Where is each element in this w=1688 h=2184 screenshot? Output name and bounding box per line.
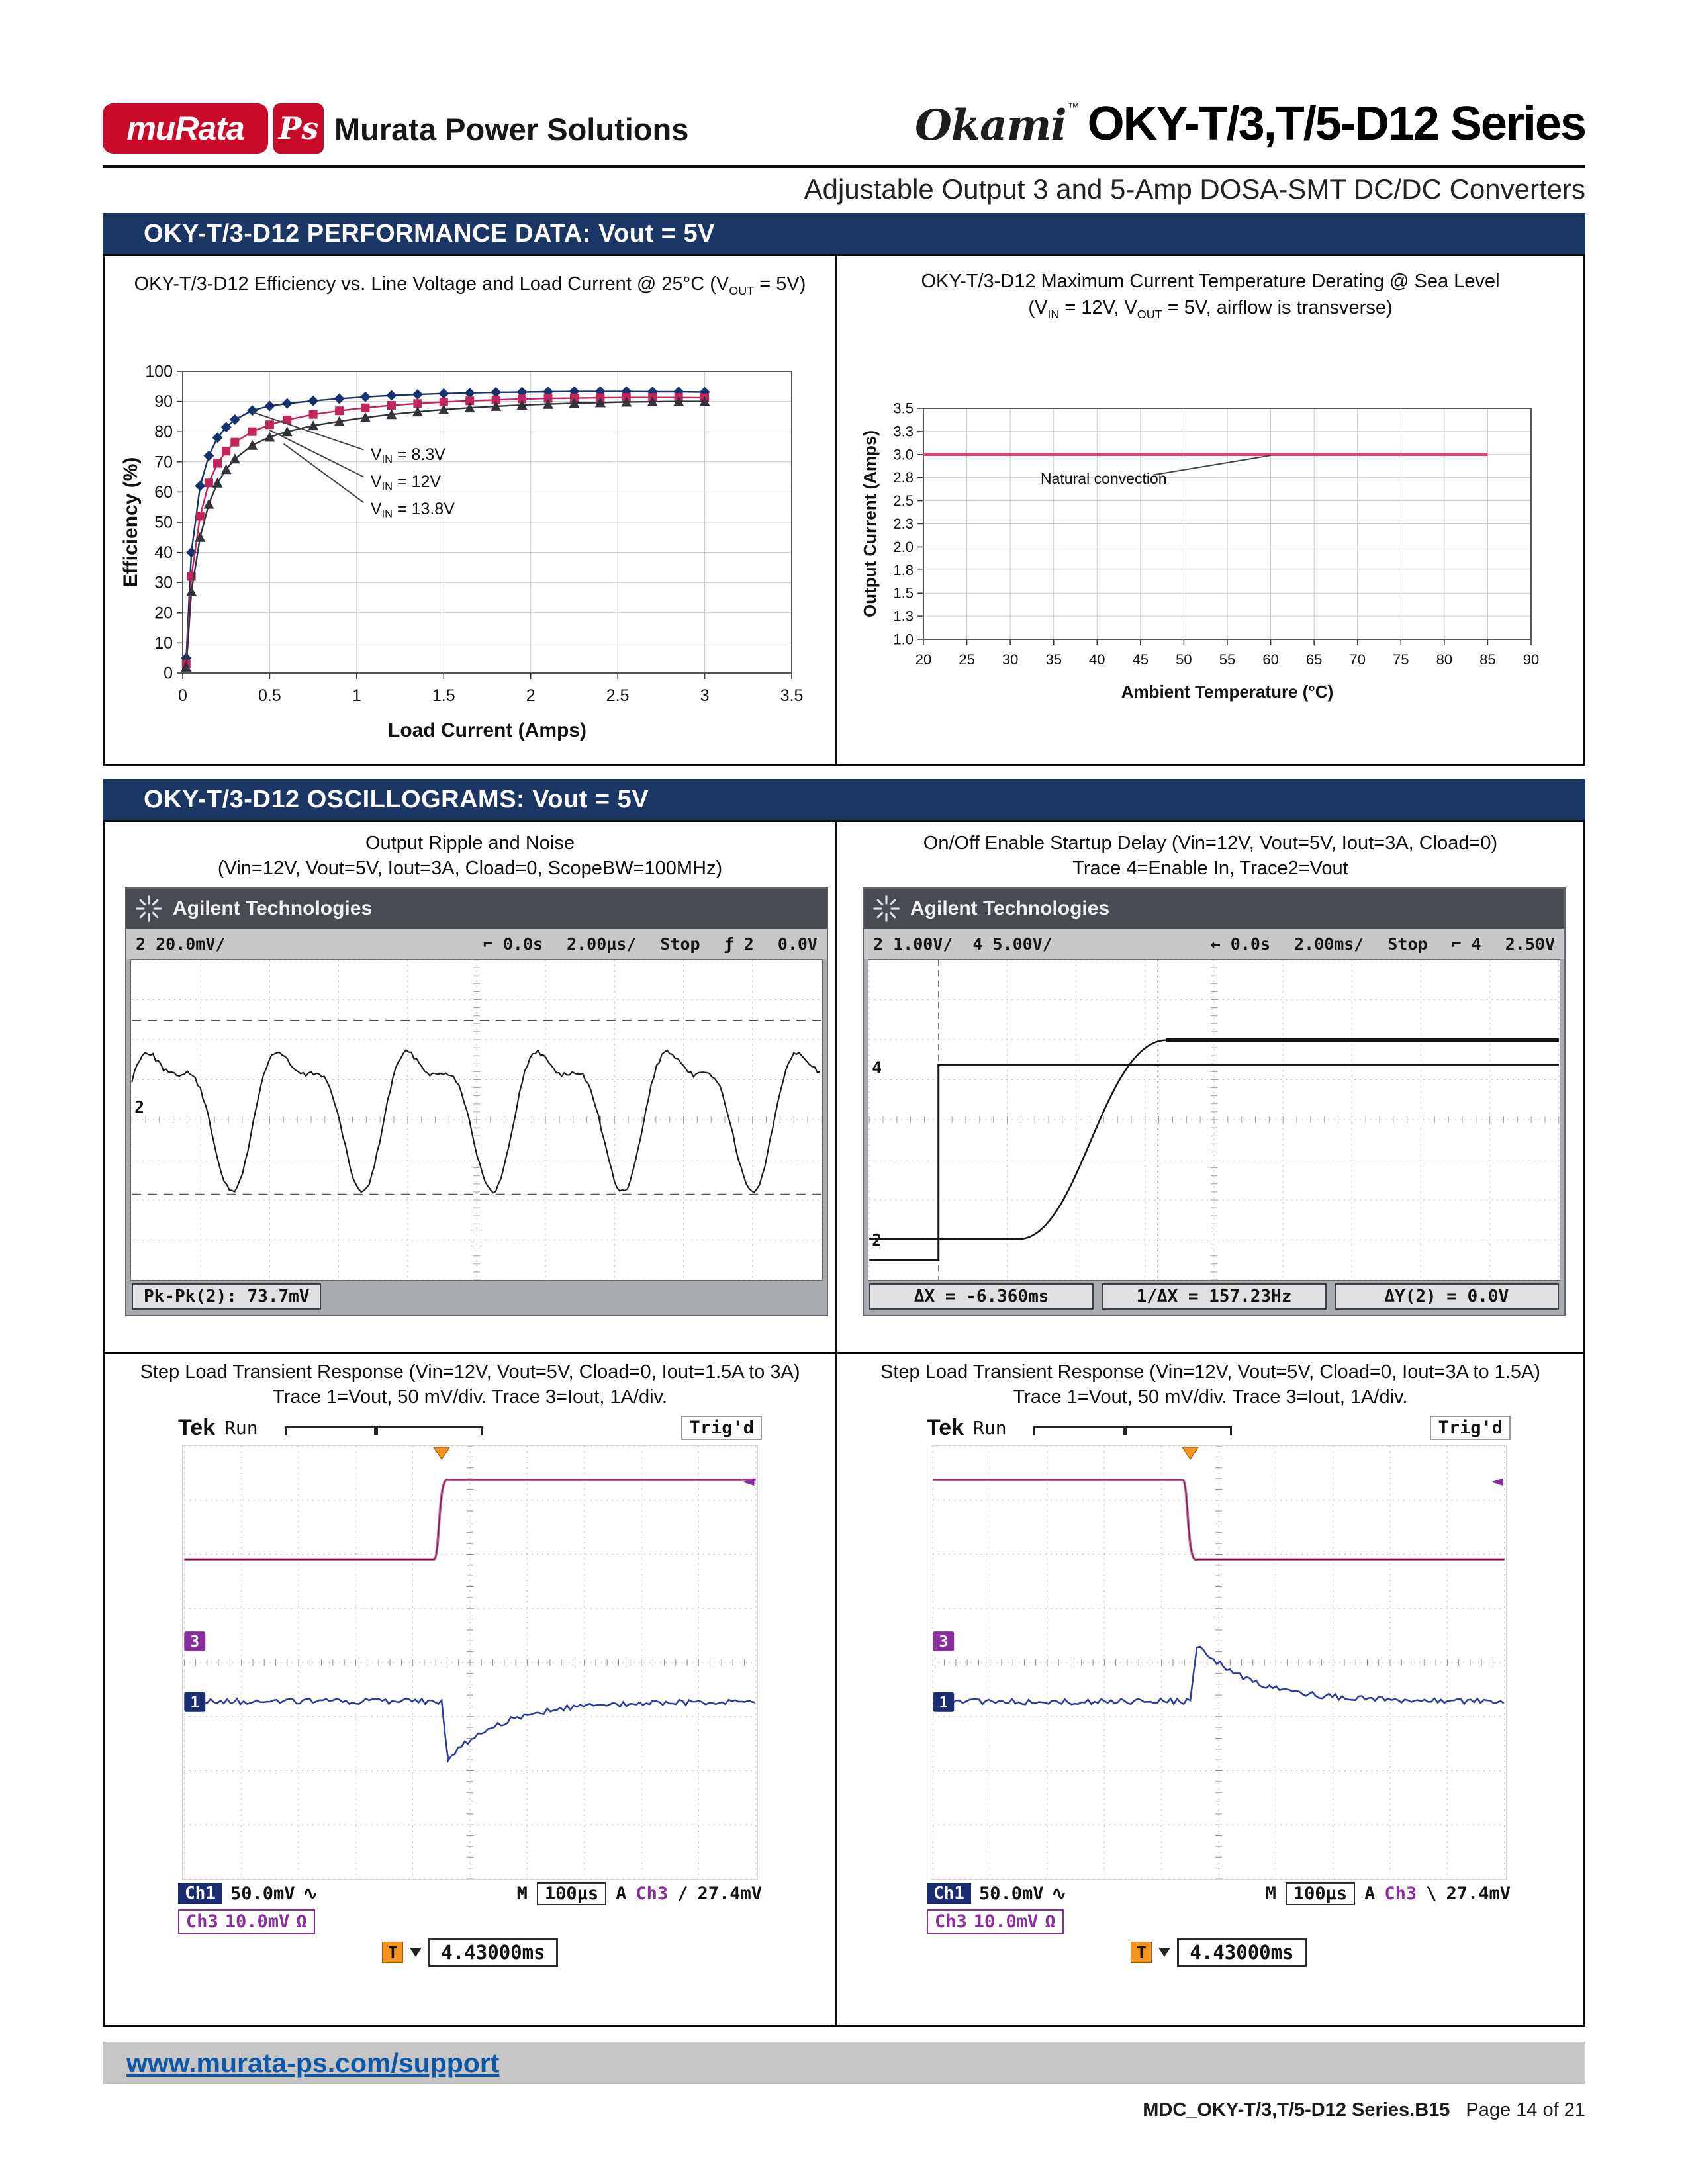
trigger-source: ƒ 2 [724,934,754,954]
svg-text:VIN = 8.3V: VIN = 8.3V [370,445,445,466]
svg-text:50: 50 [1176,651,1192,668]
svg-text:40: 40 [1089,651,1105,668]
svg-text:2.0: 2.0 [893,538,914,555]
footer-bar [103,2042,1585,2084]
svg-text:1.5: 1.5 [893,584,914,602]
okami-brand: Okami [915,101,1066,150]
efficiency-chart [115,313,823,750]
agilent-brand-text: Agilent Technologies [173,897,373,919]
tek-graticule [931,1445,1507,1880]
tek-graticule [182,1445,758,1880]
svg-text:10: 10 [154,633,173,653]
agilent-logo-icon [136,895,162,922]
scope-cursor-bar [864,1281,1564,1312]
tek-scope-step-down [919,1412,1519,1972]
ripple-caption-line2: (Vin=12V, Vout=5V, Iout=3A, Cload=0, ScopeBW=100MHz) [217,858,723,879]
trigger-icon: T [382,1942,403,1963]
timebase-label: M [1265,1883,1276,1904]
startup-caption-line2: Trace 4=Enable In, Trace2=Vout [1072,858,1348,879]
svg-text:65: 65 [1305,651,1323,668]
ch1-chip: Ch1 [178,1883,222,1904]
svg-text:1: 1 [190,1694,200,1711]
tek-brand: Tek [178,1414,216,1440]
channel4-scale: 4 5.00V/ [972,934,1053,954]
svg-text:3: 3 [190,1633,200,1651]
svg-text:2.3: 2.3 [893,515,914,532]
murata-ps-icon [273,103,324,154]
svg-text:85: 85 [1479,651,1496,668]
startup-caption-line1: On/Off Enable Startup Delay (Vin=12V, Vout=5V, Iout=3A, Cload=0) [923,833,1498,854]
startup-scope [863,887,1566,1316]
support-link[interactable]: www.murata-ps.com/support [126,2047,500,2078]
freq-readout: 1/ΔX = 157.23Hz [1102,1283,1326,1310]
channel2-scale: 2 1.00V/ [873,934,953,954]
svg-text:1.5: 1.5 [432,686,455,705]
svg-text:1: 1 [939,1694,949,1711]
channel-scale: 2 20.0mV/ [136,934,226,954]
svg-text:30: 30 [1002,651,1019,668]
svg-text:1.8: 1.8 [893,561,914,578]
trigger-level: 2.50V [1505,934,1555,954]
trigger-arrow-icon [1158,1948,1170,1957]
svg-text:2.5: 2.5 [893,492,914,510]
svg-text:2.5: 2.5 [606,686,630,705]
ch3-readout [927,1909,1064,1934]
derating-chart-subtitle: ($V_{IN} = 12V$, $V_{OUT} = 5V$, airflow is transverse) [1028,297,1393,321]
svg-text:3.5: 3.5 [780,686,804,705]
trigger-slope-icon: \ [1426,1883,1437,1904]
row-divider [105,1352,1583,1354]
page-subtitle: Adjustable Output 3 and 5-Amp DOSA-SMT DC/DC Converters [804,173,1585,205]
performance-section-header [103,213,1585,254]
svg-text:20: 20 [915,651,932,668]
agilent-brand-text: Agilent Technologies [910,897,1110,919]
svg-text:75: 75 [1393,651,1409,668]
scope-measurement-bar [126,1281,827,1312]
svg-text:2.8: 2.8 [893,469,914,486]
company-name: Murata Power Solutions [334,112,689,147]
bandwidth-icon: ∿ [303,1883,318,1904]
tek-waveform-step-down [931,1446,1506,1879]
svg-text:1.0: 1.0 [893,631,914,648]
svg-text:VIN = 12V: VIN = 12V [370,473,442,493]
svg-text:3.0: 3.0 [893,446,914,463]
timebase-value: 100µs [537,1882,606,1905]
tek-time-row [919,1935,1519,1970]
tek-time-row [170,1935,770,1970]
svg-text:3: 3 [939,1633,949,1651]
svg-text:20: 20 [154,604,173,623]
ch1-scale: 50.0mV [978,1883,1044,1904]
trigger-time: 4.43000ms [428,1938,557,1967]
ch3-readout [178,1909,315,1934]
murata-logo [103,103,268,154]
svg-text:Output Current (Amps): Output Current (Amps) [860,430,880,618]
run-status: Run [973,1416,1007,1439]
page-number: Page 14 of 21 [1466,2099,1585,2120]
bandwidth-icon: ∿ [1051,1883,1067,1904]
scope-status-bar [864,929,1564,959]
oscillograms-section-header [103,779,1585,820]
svg-text:3.3: 3.3 [893,423,914,440]
svg-text:2: 2 [526,686,536,705]
acquisition-bar [285,1426,483,1435]
svg-text:55: 55 [1219,651,1236,668]
trigger-source: Ch3 [635,1883,669,1904]
scope-status-bar [126,929,827,959]
svg-text:40: 40 [154,543,173,563]
ch3-scale: 10.0mV [973,1911,1039,1932]
svg-text:0.5: 0.5 [258,686,281,705]
svg-text:60: 60 [154,482,173,502]
svg-text:50: 50 [154,513,173,532]
svg-text:◄: ◄ [742,1469,755,1492]
trigger-position-tick [1123,1426,1127,1435]
acq-status: Stop [1387,934,1428,954]
document-footer [1143,2099,1585,2121]
ch1-chip: Ch1 [927,1883,971,1904]
tek-top-bar [919,1412,1519,1443]
performance-section-body [103,254,1585,766]
svg-text:3: 3 [700,686,710,705]
efficiency-chart-title: OKY-T/3-D12 Efficiency vs. Line Voltage and Load Current @ 25°C $(V_{OUT} = 5V)$ [134,273,806,297]
ripple-caption-line1: Output Ripple and Noise [365,833,575,854]
svg-text:0: 0 [178,686,187,705]
svg-text:4: 4 [872,1058,882,1077]
trigd-badge: Trig'd [681,1416,762,1440]
header-rule [103,165,1585,168]
series-title: OKY-T/3,T/5-D12 Series [1087,97,1585,150]
timebase: 2.00µs/ [567,934,637,954]
timebase: 2.00ms/ [1294,934,1364,954]
ripple-waveform [131,960,822,1280]
trigger-position-tick [374,1426,378,1435]
scope-screen [130,959,823,1281]
ch1-scale: 50.0mV [230,1883,295,1904]
deltay-readout: ΔY(2) = 0.0V [1335,1283,1559,1310]
scope-screen [868,959,1560,1281]
trigger-source: ⌐ 4 [1451,934,1481,954]
timebase-label: M [516,1883,528,1904]
trademark-symbol: ™ [1067,101,1080,114]
scope-header [126,889,827,929]
trigger-arrow-icon [410,1948,422,1957]
oscillograms-section-title: OKY-T/3-D12 OSCILLOGRAMS: Vout = 5V [144,785,649,813]
svg-text:1: 1 [352,686,361,705]
svg-text:Natural convection: Natural convection [1041,470,1167,488]
trigger-time: 4.43000ms [1177,1938,1306,1967]
svg-text:0: 0 [164,664,173,683]
doc-id: MDC_OKY-T/3,T/5-D12 Series.B15 [1143,2099,1450,2120]
ch3-scale: 10.0mV [224,1911,290,1932]
svg-text:VIN = 13.8V: VIN = 13.8V [370,500,455,520]
aux-label: A [616,1883,627,1904]
ch3-label: Ch3 [186,1911,218,1932]
stepup-caption-line2: Trace 1=Vout, 50 mV/div. Trace 3=Iout, 1A/div. [273,1387,667,1408]
svg-text:70: 70 [154,453,173,472]
trigger-source: Ch3 [1384,1883,1417,1904]
ripple-scope [125,887,828,1316]
trigger-level: 27.4mV [1446,1883,1511,1904]
ch3-label: Ch3 [935,1911,967,1932]
stepdown-caption-line2: Trace 1=Vout, 50 mV/div. Trace 3=Iout, 1A/div. [1013,1387,1408,1408]
stepup-caption-line1: Step Load Transient Response (Vin=12V, Vout=5V, Cload=0, Iout=1.5A to 3A) [140,1361,800,1383]
pkpk-readout: Pk-Pk(2): 73.7mV [132,1283,321,1310]
scope-header [864,889,1564,929]
tek-readout-row1 [170,1880,770,1907]
trigd-badge: Trig'd [1430,1416,1511,1440]
svg-text:◄: ◄ [1491,1469,1503,1492]
svg-text:2: 2 [134,1097,145,1117]
trigger-slope-icon: / [677,1883,688,1904]
svg-text:70: 70 [1349,651,1366,668]
trigger-level: 27.4mV [697,1883,762,1904]
svg-text:100: 100 [145,362,173,381]
time-ref: ← 0.0s [1210,934,1270,954]
derating-chart-title: OKY-T/3-D12 Maximum Current Temperature Derating @ Sea Level [921,271,1500,292]
derating-chart [856,345,1558,715]
svg-text:90: 90 [1523,651,1540,668]
startup-waveform [868,960,1560,1280]
svg-text:25: 25 [959,651,975,668]
time-ref: ⌐ 0.0s [483,934,543,954]
tek-top-bar [170,1412,770,1443]
svg-text:30: 30 [154,573,173,592]
ps-logo-text: Ps [278,111,319,146]
acquisition-bar [1033,1426,1232,1435]
stepdown-caption-line1: Step Load Transient Response (Vin=12V, Vout=5V, Cload=0, Iout=3A to 1.5A) [880,1361,1540,1383]
aux-label: A [1364,1883,1376,1904]
performance-section-title: OKY-T/3-D12 PERFORMANCE DATA: Vout = 5V [144,219,715,248]
ohm-icon: Ω [296,1911,307,1932]
svg-text:Efficiency (%): Efficiency (%) [120,457,142,588]
svg-text:3.5: 3.5 [893,400,914,417]
timebase-value: 100µs [1286,1882,1355,1905]
tek-readout-row2 [170,1907,770,1935]
tek-readout-row1 [919,1880,1519,1907]
deltax-readout: ΔX = -6.360ms [869,1283,1094,1310]
svg-text:35: 35 [1045,651,1062,668]
column-divider [835,256,837,764]
svg-text:90: 90 [154,392,173,412]
tek-waveform-step-up [183,1446,757,1879]
column-divider [835,822,837,2025]
svg-text:1.3: 1.3 [893,608,914,625]
svg-text:2: 2 [872,1230,882,1250]
svg-text:80: 80 [154,422,173,441]
tek-scope-step-up [170,1412,770,1972]
oscillograms-section-body [103,820,1585,2027]
svg-text:80: 80 [1436,651,1453,668]
ohm-icon: Ω [1045,1911,1056,1932]
svg-text:45: 45 [1132,651,1149,668]
trigger-icon: T [1131,1942,1152,1963]
svg-text:Load Current (Amps): Load Current (Amps) [388,719,586,741]
series-header [915,97,1585,151]
tek-readout-row2 [919,1907,1519,1935]
svg-text:Ambient Temperature (°C): Ambient Temperature (°C) [1121,682,1334,702]
agilent-logo-icon [873,895,900,922]
acq-status: Stop [660,934,700,954]
trigger-level: 0.0V [777,934,818,954]
tek-brand: Tek [927,1414,964,1440]
run-status: Run [224,1416,258,1439]
murata-logo-text: muRata [126,110,244,147]
svg-text:60: 60 [1262,651,1279,668]
